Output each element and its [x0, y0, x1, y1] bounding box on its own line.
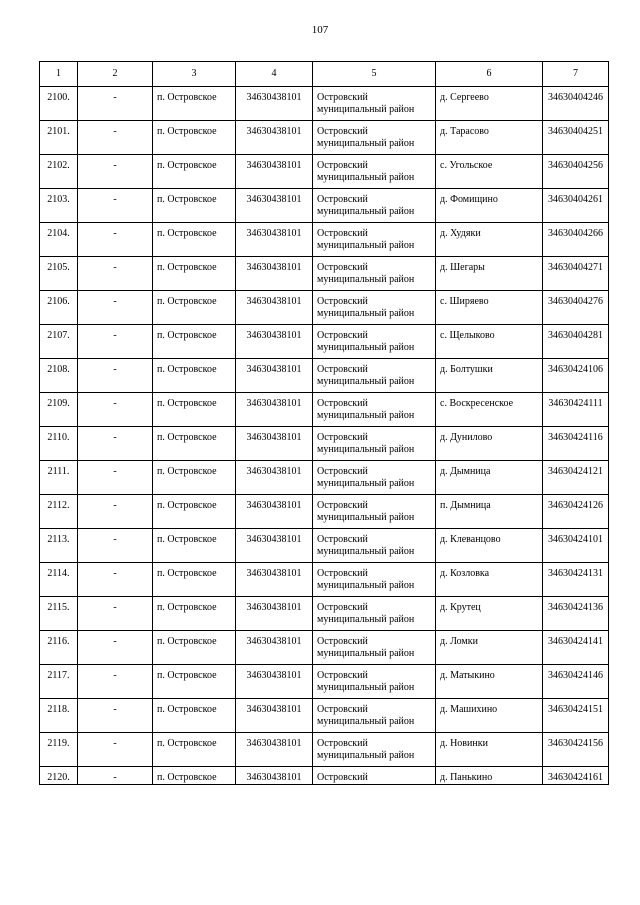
table-row	[40, 733, 609, 767]
table-row	[40, 767, 609, 785]
page-number: 107	[311, 24, 329, 36]
oktmo-cell: 34630438101	[236, 427, 313, 461]
table-row	[40, 87, 609, 121]
oktmo-cell: 34630438101	[236, 87, 313, 121]
locality-code-cell: 34630404251	[543, 121, 609, 155]
locality-cell: с. Щелыково	[436, 325, 543, 359]
locality-code-cell: 34630424151	[543, 699, 609, 733]
oktmo-cell: 34630438101	[236, 223, 313, 257]
dash-cell: -	[78, 529, 153, 563]
table-row	[40, 529, 609, 563]
table-row	[40, 223, 609, 257]
table-row	[40, 699, 609, 733]
settlement-cell: п. Островское	[153, 189, 236, 223]
locality-cell: д. Панькино	[436, 767, 543, 785]
settlement-cell: п. Островское	[153, 257, 236, 291]
header-row	[40, 62, 609, 87]
district-cell: Островский муниципальный район	[313, 427, 436, 461]
table-body	[40, 87, 609, 785]
column-header: 1	[40, 62, 78, 87]
locality-cell: п. Дымница	[436, 495, 543, 529]
locality-cell: д. Тарасово	[436, 121, 543, 155]
row-number-cell: 2116.	[40, 631, 78, 665]
settlement-cell: п. Островское	[153, 427, 236, 461]
locality-code-cell: 34630404266	[543, 223, 609, 257]
row-number-cell: 2109.	[40, 393, 78, 427]
oktmo-cell: 34630438101	[236, 121, 313, 155]
district-cell: Островский муниципальный район	[313, 223, 436, 257]
dash-cell: -	[78, 461, 153, 495]
row-number-cell: 2102.	[40, 155, 78, 189]
locality-cell: д. Дунилово	[436, 427, 543, 461]
oktmo-cell: 34630438101	[236, 359, 313, 393]
settlement-cell: п. Островское	[153, 155, 236, 189]
settlement-cell: п. Островское	[153, 733, 236, 767]
settlement-cell: п. Островское	[153, 461, 236, 495]
settlement-cell: п. Островское	[153, 529, 236, 563]
locality-code-cell: 34630424111	[543, 393, 609, 427]
table-row	[40, 631, 609, 665]
settlement-cell: п. Островское	[153, 495, 236, 529]
dash-cell: -	[78, 257, 153, 291]
locality-cell: д. Машихино	[436, 699, 543, 733]
row-number-cell: 2100.	[40, 87, 78, 121]
oktmo-cell: 34630438101	[236, 699, 313, 733]
district-cell: Островский муниципальный район	[313, 665, 436, 699]
locality-cell: д. Сергеево	[436, 87, 543, 121]
locality-cell: д. Козловка	[436, 563, 543, 597]
locality-code-cell: 34630404246	[543, 87, 609, 121]
settlement-cell: п. Островское	[153, 359, 236, 393]
locality-code-cell: 34630424131	[543, 563, 609, 597]
district-cell: Островский муниципальный район	[313, 631, 436, 665]
dash-cell: -	[78, 767, 153, 785]
locality-cell: д. Болтушки	[436, 359, 543, 393]
locality-cell: д. Фомищино	[436, 189, 543, 223]
oktmo-cell: 34630438101	[236, 665, 313, 699]
row-number-cell: 2104.	[40, 223, 78, 257]
dash-cell: -	[78, 359, 153, 393]
district-cell: Островский муниципальный район	[313, 257, 436, 291]
locality-cell: д. Новинки	[436, 733, 543, 767]
row-number-cell: 2110.	[40, 427, 78, 461]
locality-code-cell: 34630424136	[543, 597, 609, 631]
locality-code-cell: 34630404271	[543, 257, 609, 291]
column-header: 4	[236, 62, 313, 87]
locality-code-cell: 34630424156	[543, 733, 609, 767]
settlement-cell: п. Островское	[153, 767, 236, 785]
dash-cell: -	[78, 427, 153, 461]
locality-code-cell: 34630404261	[543, 189, 609, 223]
oktmo-cell: 34630438101	[236, 189, 313, 223]
oktmo-cell: 34630438101	[236, 597, 313, 631]
settlement-cell: п. Островское	[153, 597, 236, 631]
district-cell: Островский муниципальный район	[313, 495, 436, 529]
locality-cell: д. Худяки	[436, 223, 543, 257]
district-cell: Островский муниципальный район	[313, 461, 436, 495]
settlement-cell: п. Островское	[153, 121, 236, 155]
settlement-cell: п. Островское	[153, 699, 236, 733]
locality-code-cell: 34630404256	[543, 155, 609, 189]
locality-cell: с. Воскресенское	[436, 393, 543, 427]
dash-cell: -	[78, 189, 153, 223]
locality-cell: д. Матыкино	[436, 665, 543, 699]
table-row	[40, 597, 609, 631]
table-row	[40, 393, 609, 427]
locality-cell: д. Ломки	[436, 631, 543, 665]
dash-cell: -	[78, 87, 153, 121]
row-number-cell: 2117.	[40, 665, 78, 699]
oktmo-cell: 34630438101	[236, 393, 313, 427]
row-number-cell: 2119.	[40, 733, 78, 767]
locality-code-cell: 34630424146	[543, 665, 609, 699]
oktmo-cell: 34630438101	[236, 155, 313, 189]
district-cell: Островский муниципальный район	[313, 733, 436, 767]
dash-cell: -	[78, 733, 153, 767]
table-row	[40, 359, 609, 393]
column-header: 7	[543, 62, 609, 87]
settlement-cell: п. Островское	[153, 325, 236, 359]
dash-cell: -	[78, 393, 153, 427]
table-row	[40, 495, 609, 529]
oktmo-cell: 34630438101	[236, 563, 313, 597]
row-number-cell: 2120.	[40, 767, 78, 785]
district-cell: Островский муниципальный район	[313, 563, 436, 597]
oktmo-cell: 34630438101	[236, 461, 313, 495]
oktmo-cell: 34630438101	[236, 257, 313, 291]
settlement-cell: п. Островское	[153, 631, 236, 665]
district-cell: Островский муниципальный район	[313, 359, 436, 393]
settlement-cell: п. Островское	[153, 563, 236, 597]
column-header: 6	[436, 62, 543, 87]
settlement-cell: п. Островское	[153, 393, 236, 427]
row-number-cell: 2101.	[40, 121, 78, 155]
table-row	[40, 665, 609, 699]
table-row	[40, 427, 609, 461]
row-number-cell: 2112.	[40, 495, 78, 529]
dash-cell: -	[78, 699, 153, 733]
table-row	[40, 121, 609, 155]
locality-code-cell: 34630404276	[543, 291, 609, 325]
locality-code-cell: 34630404281	[543, 325, 609, 359]
table-row	[40, 291, 609, 325]
column-header: 2	[78, 62, 153, 87]
table-row	[40, 189, 609, 223]
dash-cell: -	[78, 155, 153, 189]
oktmo-cell: 34630438101	[236, 767, 313, 785]
column-header: 3	[153, 62, 236, 87]
row-number-cell: 2114.	[40, 563, 78, 597]
locality-cell: с. Ширяево	[436, 291, 543, 325]
oktmo-cell: 34630438101	[236, 529, 313, 563]
oktmo-cell: 34630438101	[236, 631, 313, 665]
register-table	[39, 61, 609, 785]
table-row	[40, 325, 609, 359]
settlement-cell: п. Островское	[153, 87, 236, 121]
dash-cell: -	[78, 631, 153, 665]
oktmo-cell: 34630438101	[236, 291, 313, 325]
oktmo-cell: 34630438101	[236, 325, 313, 359]
district-cell: Островский муниципальный район	[313, 155, 436, 189]
locality-cell: д. Дымница	[436, 461, 543, 495]
locality-cell: д. Клеванцово	[436, 529, 543, 563]
row-number-cell: 2115.	[40, 597, 78, 631]
district-cell: Островский муниципальный район	[313, 87, 436, 121]
row-number-cell: 2103.	[40, 189, 78, 223]
locality-cell: д. Крутец	[436, 597, 543, 631]
row-number-cell: 2118.	[40, 699, 78, 733]
row-number-cell: 2113.	[40, 529, 78, 563]
dash-cell: -	[78, 563, 153, 597]
district-cell: Островский муниципальный район	[313, 529, 436, 563]
oktmo-cell: 34630438101	[236, 495, 313, 529]
table-row	[40, 155, 609, 189]
locality-code-cell: 34630424116	[543, 427, 609, 461]
dash-cell: -	[78, 325, 153, 359]
locality-code-cell: 34630424141	[543, 631, 609, 665]
oktmo-cell: 34630438101	[236, 733, 313, 767]
dash-cell: -	[78, 495, 153, 529]
column-header: 5	[313, 62, 436, 87]
row-number-cell: 2111.	[40, 461, 78, 495]
settlement-cell: п. Островское	[153, 223, 236, 257]
district-cell: Островский муниципальный район	[313, 699, 436, 733]
row-number-cell: 2105.	[40, 257, 78, 291]
district-cell: Островский муниципальный район	[313, 291, 436, 325]
district-cell: Островский муниципальный район	[313, 597, 436, 631]
table-row	[40, 563, 609, 597]
row-number-cell: 2108.	[40, 359, 78, 393]
district-cell: Островский муниципальный район	[313, 189, 436, 223]
locality-code-cell: 34630424126	[543, 495, 609, 529]
locality-code-cell: 34630424121	[543, 461, 609, 495]
row-number-cell: 2107.	[40, 325, 78, 359]
district-cell: Островский	[313, 767, 436, 785]
dash-cell: -	[78, 223, 153, 257]
dash-cell: -	[78, 121, 153, 155]
settlement-cell: п. Островское	[153, 665, 236, 699]
settlement-cell: п. Островское	[153, 291, 236, 325]
row-number-cell: 2106.	[40, 291, 78, 325]
locality-code-cell: 34630424106	[543, 359, 609, 393]
table-row	[40, 257, 609, 291]
locality-code-cell: 34630424101	[543, 529, 609, 563]
locality-code-cell: 34630424161	[543, 767, 609, 785]
dash-cell: -	[78, 291, 153, 325]
district-cell: Островский муниципальный район	[313, 325, 436, 359]
dash-cell: -	[78, 665, 153, 699]
locality-cell: с. Угольское	[436, 155, 543, 189]
locality-cell: д. Шегары	[436, 257, 543, 291]
table-row	[40, 461, 609, 495]
district-cell: Островский муниципальный район	[313, 393, 436, 427]
district-cell: Островский муниципальный район	[313, 121, 436, 155]
dash-cell: -	[78, 597, 153, 631]
